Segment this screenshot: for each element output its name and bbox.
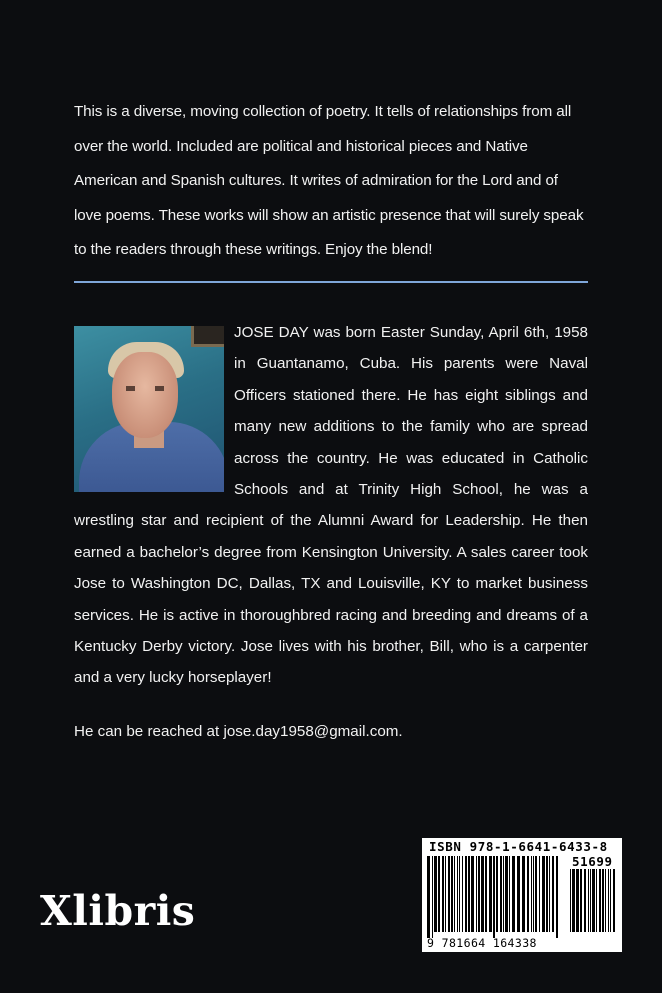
barcode-bar: [505, 856, 508, 932]
barcode-bar: [542, 856, 545, 932]
barcode-bar: [584, 869, 586, 932]
barcode-bar: [434, 856, 437, 932]
barcode-bar: [432, 856, 433, 938]
barcode-bar: [580, 869, 582, 932]
barcode-bar: [459, 856, 460, 932]
barcode-bar: [512, 856, 515, 932]
author-bio-section: [74, 317, 588, 694]
barcode-bar: [556, 856, 558, 938]
book-description: This is a diverse, moving collection of poetry. It tells of relationships from all over the world. Included are political and historical pieces and Native American and Spanish cultures. It writes of admiration for the Lord and of love poems. These works will show an artistic presence that will surely speak to the readers through these writings. Enjoy the blend!: [74, 103, 584, 258]
isbn-digits: 9 781664 164338: [427, 936, 537, 950]
photo-face: [112, 352, 178, 438]
isbn-barcode: [422, 838, 622, 952]
barcode-bar: [613, 869, 615, 932]
author-contact: He can be reached at jose.day1958@gmail.com.: [74, 723, 403, 740]
barcode-bar: [549, 856, 550, 932]
barcode-main-bars: [427, 856, 559, 938]
barcode-bar: [570, 869, 571, 932]
barcode-bar: [522, 856, 525, 932]
isbn-label: ISBN 978-1-6641-6433-8: [429, 839, 608, 854]
barcode-bar: [608, 869, 609, 932]
barcode-bar: [596, 869, 597, 932]
barcode-bar: [539, 856, 540, 932]
barcode-bar: [546, 856, 548, 932]
barcode-bar: [471, 856, 474, 932]
barcode-bar: [533, 856, 534, 932]
photo-eyes: [126, 386, 164, 391]
publisher-logo: Xlibris: [40, 887, 196, 935]
barcode-bar: [493, 856, 495, 938]
barcode-bar: [451, 856, 453, 932]
barcode-bar: [476, 856, 477, 932]
barcode-bar: [535, 856, 537, 932]
barcode-bar: [496, 856, 498, 932]
barcode-bar: [503, 856, 504, 932]
barcode-bar: [552, 856, 554, 932]
barcode-bar: [485, 856, 487, 932]
author-bio-text: JOSE DAY was born Easter Sunday, April 6th, 1958 in Guantanamo, Cuba. His parents were Naval Officers stationed there. He has eight siblings and many new additions to the family who are spread across the country. He was educated in Catholic Schools and at Trinity High School, he was a wrestling star and recipient of the Alumni Award for Leadership. He then earned a bachelor’s degree from Kensington University. A sales career took Jose to Washington DC, Dallas, TX and Louisville, KY to market business services. He is active in thoroughbred racing and breeding and dreams of a Kentucky Derby victory. Jose lives with his brother, Bill, who is a carpenter and a very lucky horseplayer!: [74, 324, 588, 687]
barcode-bar: [438, 856, 440, 932]
barcode-bar: [592, 869, 595, 932]
barcode-bar: [576, 869, 579, 932]
barcode-addon-bars: [570, 869, 616, 938]
barcode-bar: [509, 856, 510, 932]
barcode-bar: [489, 856, 492, 932]
photo-frame-corner: [191, 326, 224, 347]
barcode-bar: [572, 869, 575, 932]
barcode-bar: [531, 856, 532, 932]
barcode-bar: [457, 856, 458, 932]
barcode-bar: [442, 856, 444, 932]
barcode-bar: [500, 856, 502, 932]
barcode-bar: [448, 856, 450, 932]
barcode-bar: [610, 869, 611, 932]
barcode-bar: [602, 869, 604, 932]
barcode-bar: [605, 869, 606, 932]
barcode-bar: [465, 856, 467, 932]
barcode-bar: [588, 869, 589, 932]
barcode-bar: [445, 856, 446, 932]
barcode-bar: [517, 856, 520, 932]
barcode-bar: [590, 869, 591, 932]
divider-rule: [74, 281, 588, 283]
author-photo: [74, 326, 224, 492]
barcode-bar: [527, 856, 529, 932]
barcode-bar: [481, 856, 484, 932]
barcode-bar: [454, 856, 455, 932]
barcode-bar: [468, 856, 470, 932]
barcode-bar: [478, 856, 480, 932]
price-code: 51699: [572, 854, 613, 869]
barcode-bar: [462, 856, 463, 932]
barcode-bar: [599, 869, 601, 932]
barcode-bar: [427, 856, 430, 938]
